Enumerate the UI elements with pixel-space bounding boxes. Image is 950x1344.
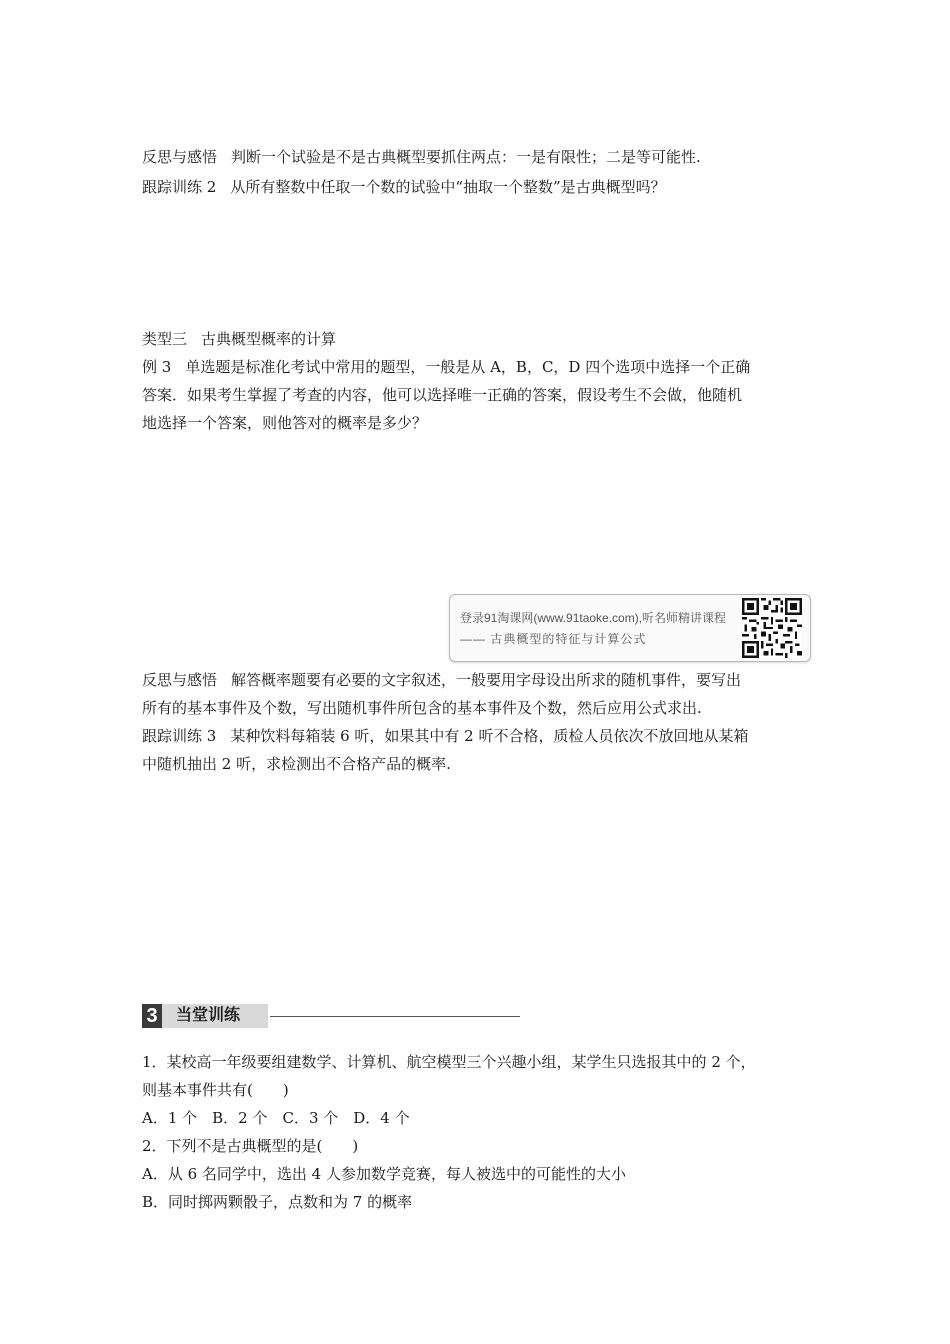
question-2-stem: 2．下列不是古典概型的是( )	[142, 1137, 359, 1155]
practice-3-label: 跟踪训练 3	[142, 727, 217, 745]
reflection-2-label: 反思与感悟	[142, 671, 218, 689]
question-1-line-1: 1．某校高一年级要组建数学、计算机、航空模型三个兴趣小组，某学生只选报其中的 2 个，	[142, 1053, 756, 1071]
type-3-label: 类型三	[142, 330, 188, 348]
section-number: 3	[142, 1004, 162, 1028]
reflection-1-text: 判断一个试验是不是古典概型要抓住两点：一是有限性；二是等可能性.	[231, 148, 701, 166]
reflection-2-line-1: 反思与感悟 解答概率题要有必要的文字叙述，一般要用字母设出所求的随机事件，要写出	[142, 671, 742, 689]
reflection-1	[142, 147, 701, 167]
example-3-label: 例 3	[142, 358, 172, 376]
qr-code-icon[interactable]	[742, 598, 802, 658]
example-3-line-3: 地选择一个答案，则他答对的概率是多少？	[142, 414, 428, 432]
practice-2	[142, 177, 666, 197]
practice-3-line-1: 跟踪训练 3 某种饮料每箱装 6 听，如果其中有 2 听不合格，质检人员依次不放回地从某箱	[142, 727, 749, 745]
question-2-option-b: B．同时掷两颗骰子，点数和为 7 的概率	[142, 1193, 413, 1211]
section-rule	[270, 1016, 520, 1017]
question-1-line-2: 则基本事件共有( )	[142, 1081, 289, 1099]
course-banner[interactable]	[449, 594, 811, 662]
banner-line-2: —— 古典概型的特征与计算公式	[460, 632, 647, 646]
practice-3-line-2: 中随机抽出 2 听，求检测出不合格产品的概率.	[142, 755, 451, 773]
practice-2-label: 跟踪训练 2	[142, 178, 217, 196]
banner-line-1: 登录91淘课网(www.91taoke.com),听名师精讲课程	[460, 611, 727, 625]
question-2-option-a: A．从 6 名同学中，选出 4 人参加数学竞赛，每人被选中的可能性的大小	[142, 1165, 626, 1183]
type-3-heading	[142, 329, 336, 349]
question-1-options: A．1 个 B．2 个 C．3 个 D．4 个	[142, 1109, 410, 1127]
reflection-1-label: 反思与感悟	[142, 148, 218, 166]
practice-2-text: 从所有整数中任取一个数的试验中“抽取一个整数”是古典概型吗？	[230, 178, 666, 196]
reflection-2-line-2: 所有的基本事件及个数，写出随机事件所包含的基本事件及个数，然后应用公式求出.	[142, 699, 702, 717]
example-3-line-1: 例 3 单选题是标准化考试中常用的题型，一般是从 A，B，C，D 四个选项中选择一个正确	[142, 358, 751, 376]
section-title: 当堂训练	[162, 1004, 268, 1028]
example-3-line-2: 答案．如果考生掌握了考查的内容，他可以选择唯一正确的答案，假设考生不会做，他随机	[142, 386, 743, 404]
type-3-text: 古典概型概率的计算	[201, 330, 337, 348]
section-heading	[142, 1004, 522, 1028]
